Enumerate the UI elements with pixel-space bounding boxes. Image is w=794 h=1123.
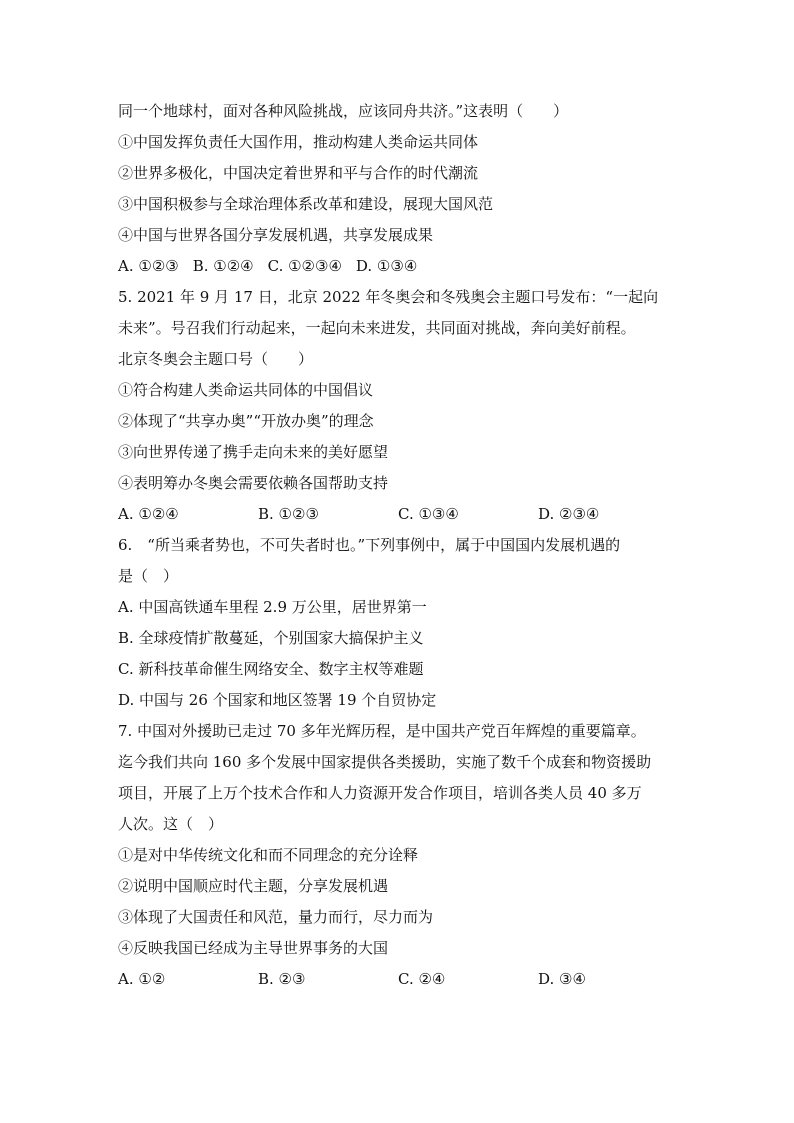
statement-item: ③中国积极参与全球治理体系改革和建设，展现大国风范 bbox=[118, 195, 494, 213]
option-b: B. 全球疫情扩散蔓延，个别国家大搞保护主义 bbox=[118, 629, 424, 647]
option-a: A. 中国高铁通车里程 2.9 万公里，居世界第一 bbox=[118, 598, 427, 616]
question-4 bbox=[118, 96, 688, 282]
option-d: D. ①③④ bbox=[355, 257, 418, 275]
option-b: B. ①②③ bbox=[258, 505, 319, 523]
statement-item: ①是对中华传统文化和而不同理念的充分诠释 bbox=[118, 846, 419, 864]
answer-options bbox=[118, 499, 688, 530]
exam-page bbox=[118, 96, 688, 995]
option-d: D. ②③④ bbox=[538, 505, 600, 523]
statement-item: ②世界多极化，中国决定着世界和平与合作的时代潮流 bbox=[118, 164, 479, 182]
statement-item: ①符合构建人类命运共同体的中国倡议 bbox=[118, 381, 374, 399]
option-a: A. ①②③ bbox=[118, 257, 179, 275]
question-7 bbox=[118, 716, 688, 995]
option-b: B. ②③ bbox=[258, 970, 306, 988]
option-d: D. 中国与 26 个国家和地区签署 19 个自贸协定 bbox=[118, 691, 437, 709]
statement-item: ③向世界传递了携手走向未来的美好愿望 bbox=[118, 443, 389, 461]
answer-options bbox=[118, 964, 688, 995]
answer-options bbox=[118, 251, 688, 282]
question-6 bbox=[118, 530, 688, 716]
option-c: C. ①③④ bbox=[398, 505, 459, 523]
question-stem: 项目，开展了上万个技术合作和人力资源开发合作项目，培训各类人员 40 多万 bbox=[118, 784, 642, 802]
statement-item: ①中国发挥负责任大国作用，推动构建人类命运共同体 bbox=[118, 133, 479, 151]
option-c: C. ②④ bbox=[398, 970, 446, 988]
statement-item: ③体现了大国责任和风范，量力而行，尽力而为 bbox=[118, 908, 434, 926]
question-stem: 未来”。号召我们行动起来，一起向未来进发，共同面对挑战，奔向美好前程。 bbox=[118, 319, 636, 337]
question-stem: 7. 中国对外援助已走过 70 多年光辉历程，是中国共产党百年辉煌的重要篇章。 bbox=[118, 722, 646, 740]
statement-item: ④中国与世界各国分享发展机遇，共享发展成果 bbox=[118, 226, 434, 244]
statement-item: ④反映我国已经成为主导世界事务的大国 bbox=[118, 939, 389, 957]
question-stem: 同一个地球村，面对各种风险挑战，应该同舟共济。”这表明（ ） bbox=[118, 102, 569, 120]
question-stem: 5. 2021 年 9 月 17 日，北京 2022 年冬奥会和冬残奥会主题口号发布：“一起向 bbox=[118, 288, 659, 306]
option-c: C. 新科技革命催生网络安全、数字主权等难题 bbox=[118, 660, 424, 678]
question-stem: 北京冬奥会主题口号（ ） bbox=[118, 350, 314, 368]
option-c: C. ①②③④ bbox=[267, 257, 342, 275]
statement-item: ④表明筹办冬奥会需要依赖各国帮助支持 bbox=[118, 474, 389, 492]
question-5 bbox=[118, 282, 688, 530]
option-a: A. ①②④ bbox=[118, 505, 179, 523]
statement-item: ②体现了“共享办奥”“开放办奥”的理念 bbox=[118, 412, 374, 430]
question-stem: 迄今我们共向 160 多个发展中国家提供各类援助，实施了数千个成套和物资援助 bbox=[118, 753, 652, 771]
option-a: A. ①② bbox=[118, 970, 166, 988]
question-stem: 6. “所当乘者势也，不可失者时也。”下列事例中，属于中国国内发展机遇的 bbox=[118, 536, 621, 554]
question-stem: 人次。这（ ） bbox=[118, 815, 224, 833]
option-b: B. ①②④ bbox=[192, 257, 254, 275]
question-stem: 是（ ） bbox=[118, 567, 179, 585]
option-d: D. ③④ bbox=[538, 970, 586, 988]
statement-item: ②说明中国顺应时代主题，分享发展机遇 bbox=[118, 877, 389, 895]
